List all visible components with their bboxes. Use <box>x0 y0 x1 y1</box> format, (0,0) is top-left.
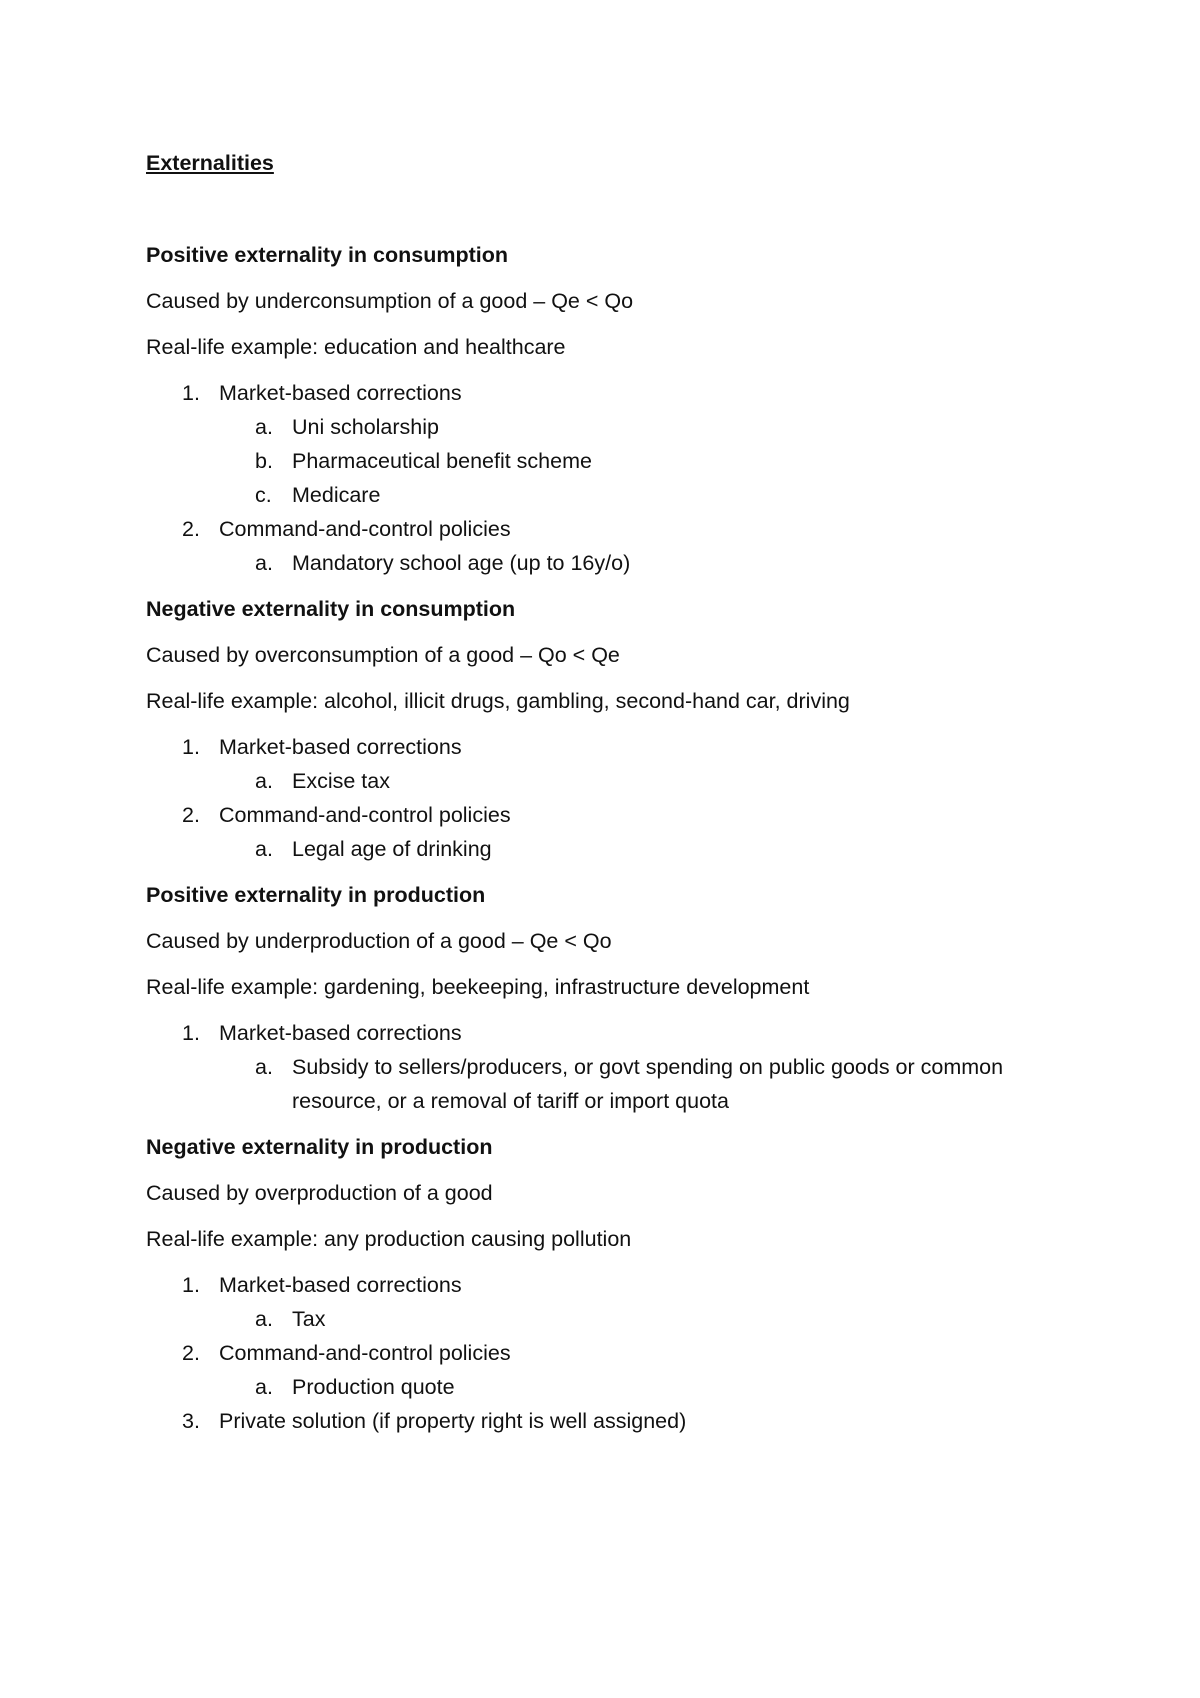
sub-list-letter: a. <box>255 415 273 439</box>
sub-list-letter: a. <box>255 1307 273 1331</box>
sub-list-item <box>219 832 1066 866</box>
sub-list-text: Production quote <box>292 1375 455 1399</box>
list-item-label: Market-based corrections <box>219 381 462 405</box>
document-title: Externalities <box>146 151 274 175</box>
list-item <box>146 512 1066 580</box>
section-heading: Positive externality in production <box>146 883 486 907</box>
list-number: 1. <box>182 1273 200 1297</box>
numbered-list <box>146 376 1066 580</box>
sub-list-item <box>219 1370 1066 1404</box>
cause-text: Caused by overproduction of a good <box>146 1181 493 1205</box>
list-item <box>146 730 1066 798</box>
lettered-list <box>219 546 1066 580</box>
sub-list-text: Mandatory school age (up to 16y/o) <box>292 551 631 575</box>
lettered-list <box>219 832 1066 866</box>
sub-list-letter: a. <box>255 551 273 575</box>
cause-text: Caused by underconsumption of a good – Qe < Qo <box>146 289 634 313</box>
sub-list-text: Tax <box>292 1307 326 1331</box>
sub-list-letter: a. <box>255 1375 273 1399</box>
section-heading: Negative externality in consumption <box>146 597 516 621</box>
section <box>146 238 1066 580</box>
list-item <box>146 1404 1066 1438</box>
sub-list-text: Subsidy to sellers/producers, or govt spending on public goods or common resource, or a removal of tariff or import quota <box>292 1055 1004 1113</box>
lettered-list <box>219 1302 1066 1336</box>
list-item-label: Market-based corrections <box>219 735 462 759</box>
section <box>146 878 1066 1118</box>
sections-container <box>146 238 1066 1438</box>
list-number: 2. <box>182 803 200 827</box>
lettered-list <box>219 1370 1066 1404</box>
list-item <box>146 1268 1066 1336</box>
numbered-list <box>146 1268 1066 1438</box>
sub-list-text: Uni scholarship <box>292 415 439 439</box>
list-number: 1. <box>182 735 200 759</box>
sub-list-letter: b. <box>255 449 273 473</box>
example-text: Real-life example: any production causing pollution <box>146 1227 632 1251</box>
example-text: Real-life example: gardening, beekeeping, infrastructure development <box>146 975 810 999</box>
sub-list-letter: c. <box>255 483 272 507</box>
example-text: Real-life example: education and healthcare <box>146 335 566 359</box>
list-number: 2. <box>182 517 200 541</box>
list-number: 3. <box>182 1409 200 1433</box>
lettered-list <box>219 410 1066 512</box>
list-item-label: Private solution (if property right is well assigned) <box>219 1409 687 1433</box>
section-heading: Positive externality in consumption <box>146 243 508 267</box>
sub-list-text: Medicare <box>292 483 381 507</box>
sub-list-item <box>219 546 1066 580</box>
list-item-label: Command-and-control policies <box>219 803 511 827</box>
lettered-list <box>219 764 1066 798</box>
section <box>146 592 1066 866</box>
sub-list-text: Pharmaceutical benefit scheme <box>292 449 592 473</box>
cause-text: Caused by underproduction of a good – Qe < Qo <box>146 929 612 953</box>
sub-list-item <box>219 444 1066 478</box>
list-item-label: Command-and-control policies <box>219 517 511 541</box>
sub-list-letter: a. <box>255 769 273 793</box>
section <box>146 1130 1066 1438</box>
list-number: 2. <box>182 1341 200 1365</box>
numbered-list <box>146 1016 1066 1118</box>
list-item <box>146 1016 1066 1118</box>
sub-list-letter: a. <box>255 1055 273 1079</box>
document-body <box>146 146 1066 1450</box>
section-heading: Negative externality in production <box>146 1135 493 1159</box>
sub-list-item <box>219 478 1066 512</box>
sub-list-letter: a. <box>255 837 273 861</box>
list-item <box>146 1336 1066 1404</box>
list-number: 1. <box>182 1021 200 1045</box>
sub-list-item <box>219 1050 1066 1118</box>
numbered-list <box>146 730 1066 866</box>
example-text: Real-life example: alcohol, illicit drugs, gambling, second-hand car, driving <box>146 689 850 713</box>
sub-list-item <box>219 410 1066 444</box>
list-item-label: Command-and-control policies <box>219 1341 511 1365</box>
sub-list-text: Legal age of drinking <box>292 837 492 861</box>
lettered-list <box>219 1050 1066 1118</box>
list-item <box>146 798 1066 866</box>
sub-list-item <box>219 1302 1066 1336</box>
list-item-label: Market-based corrections <box>219 1273 462 1297</box>
sub-list-item <box>219 764 1066 798</box>
list-item-label: Market-based corrections <box>219 1021 462 1045</box>
list-number: 1. <box>182 381 200 405</box>
list-item <box>146 376 1066 512</box>
sub-list-text: Excise tax <box>292 769 390 793</box>
cause-text: Caused by overconsumption of a good – Qo < Qe <box>146 643 620 667</box>
